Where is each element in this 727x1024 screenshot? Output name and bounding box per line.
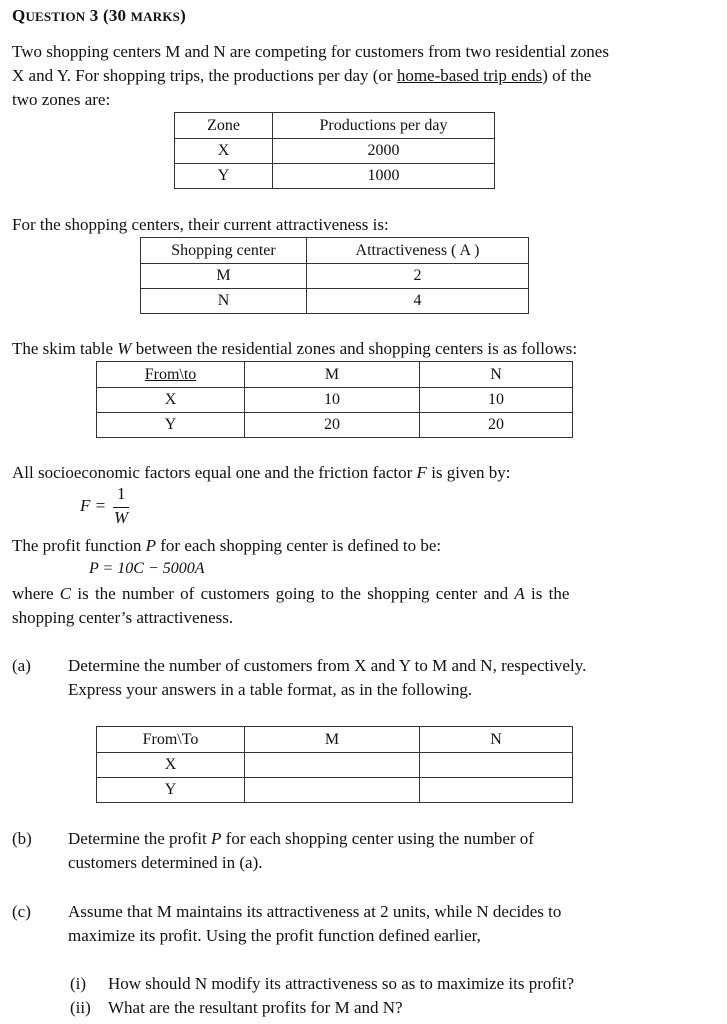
intro-line-2: X and Y. For shopping trips, the productions per day (or home-based trip ends) of the — [12, 66, 592, 85]
table-header: M — [245, 727, 420, 753]
part-a-label: (a) — [12, 656, 31, 675]
table-row: Y 20 20 — [97, 413, 573, 438]
table-header: Productions per day — [273, 113, 495, 139]
part-b-line-2: customers determined in (a). — [68, 853, 263, 872]
table-row: Y 1000 — [175, 164, 495, 189]
table-header: N — [420, 727, 573, 753]
table-row: X — [97, 753, 573, 778]
attractiveness-table — [140, 237, 529, 314]
table-row: X 2000 — [175, 139, 495, 164]
part-c-label: (c) — [12, 902, 31, 921]
part-a-line-2: Express your answers in a table format, as in the following. — [68, 680, 473, 699]
skim-intro: The skim table W between the residential zones and shopping centers is as follows: — [12, 339, 578, 358]
table-row: Y — [97, 778, 573, 803]
productions-table — [174, 112, 495, 189]
intro-line-1: Two shopping centers M and N are competing for customers from two residential zones — [12, 42, 609, 61]
intro-line-3: two zones are: — [12, 90, 111, 109]
answer-cell — [245, 753, 420, 778]
part-b-label: (b) — [12, 829, 32, 848]
home-based-trip-ends-term: home-based trip ends — [396, 66, 543, 85]
part-a-line-1: Determine the number of customers from X and Y to M and N, respectively. — [68, 656, 587, 675]
part-c-ii-text: What are the resultant profits for M and N? — [108, 998, 403, 1017]
part-b-line-1: Determine the profit P for each shopping center using the number of — [68, 829, 534, 848]
table-row: X 10 10 — [97, 388, 573, 413]
friction-formula: F = 1 W — [80, 484, 129, 527]
table-header: From\to — [97, 362, 245, 388]
friction-intro: All socioeconomic factors equal one and the friction factor F is given by: — [12, 463, 511, 482]
table-header: Zone — [175, 113, 273, 139]
attractiveness-intro: For the shopping centers, their current attractiveness is: — [12, 215, 389, 234]
table-row: M 2 — [141, 264, 529, 289]
part-c-line-1: Assume that M maintains its attractiveness at 2 units, while N decides to — [68, 902, 562, 921]
profit-intro: The profit function P for each shopping center is defined to be: — [12, 536, 442, 555]
table-row: N 4 — [141, 289, 529, 314]
answer-table — [96, 726, 573, 803]
question-title: QUESTION 3 (30 MARKS) — [12, 6, 186, 25]
part-c-line-2: maximize its profit. Using the profit function defined earlier, — [68, 926, 481, 945]
skim-table — [96, 361, 573, 438]
answer-cell — [245, 778, 420, 803]
table-header: M — [245, 362, 420, 388]
table-header: N — [420, 362, 573, 388]
table-header: Attractiveness ( A ) — [307, 238, 529, 264]
answer-cell — [420, 778, 573, 803]
profit-where-line-1: where C is the number of customers going to the shopping center and A is the — [12, 584, 570, 603]
part-c-ii-label: (ii) — [70, 998, 91, 1017]
profit-where-line-2: shopping center’s attractiveness. — [12, 608, 234, 627]
table-header: Shopping center — [141, 238, 307, 264]
part-c-i-text: How should N modify its attractiveness so as to maximize its profit? — [108, 974, 575, 993]
profit-formula: P = 10C − 5000A — [89, 560, 205, 577]
table-header: From\To — [97, 727, 245, 753]
part-c-i-label: (i) — [70, 974, 87, 993]
answer-cell — [420, 753, 573, 778]
